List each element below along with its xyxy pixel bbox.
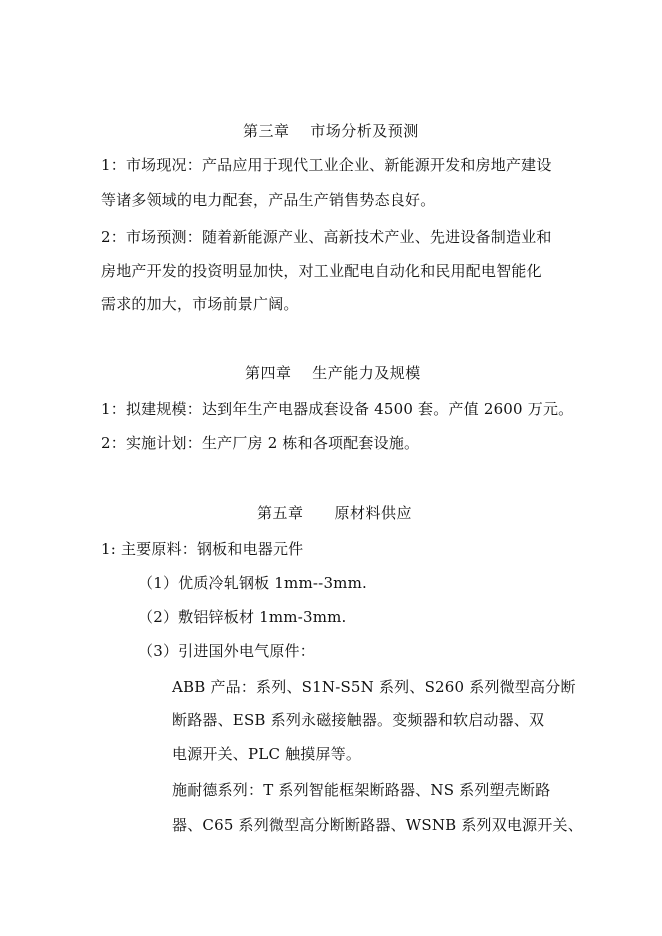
abb-products-line-2: 断路器、ESB 系列永磁接触器。变频器和软启动器、双 [172,711,545,729]
chapter-5-title: 第五章 原材料供应 [257,504,413,522]
schneider-products-line-1: 施耐德系列：T 系列智能框架断路器、NS 系列塑壳断路 [172,781,551,799]
market-status-line-1: 1：市场现况：产品应用于现代工业企业、新能源开发和房地产建设 [101,156,552,174]
market-status-line-2: 等诸多领域的电力配套，产品生产销售势态良好。 [101,191,436,209]
abb-products-line-3: 电源开关、PLC 触摸屏等。 [172,745,362,763]
planned-scale-item: 1：拟建规模：达到年生产电器成套设备 4500 套。产值 2600 万元。 [101,400,574,418]
main-materials-item: 1: 主要原料：钢板和电器元件 [101,540,304,558]
market-forecast-line-3: 需求的加大，市场前景广阔。 [101,295,299,313]
chapter-4-title: 第四章 生产能力及规模 [245,364,421,382]
material-subitem-2: （2）敷铝锌板材 1mm-3mm. [138,608,347,626]
material-subitem-3: （3）引进国外电气原件： [138,642,315,660]
schneider-products-line-2: 器、C65 系列微型高分断断路器、WSNB 系列双电源开关、 [172,816,583,834]
market-forecast-line-1: 2：市场预测：随着新能源产业、高新技术产业、先进设备制造业和 [101,228,552,246]
market-forecast-line-2: 房地产开发的投资明显加快，对工业配电自动化和民用配电智能化 [101,262,542,280]
implementation-plan-item: 2：实施计划：生产厂房 2 栋和各项配套设施。 [101,434,420,452]
material-subitem-1: （1）优质冷轧钢板 1mm--3mm. [138,574,367,592]
chapter-3-title: 第三章 市场分析及预测 [243,122,419,140]
abb-products-line-1: ABB 产品：系列、S1N-S5N 系列、S260 系列微型高分断 [172,678,576,696]
